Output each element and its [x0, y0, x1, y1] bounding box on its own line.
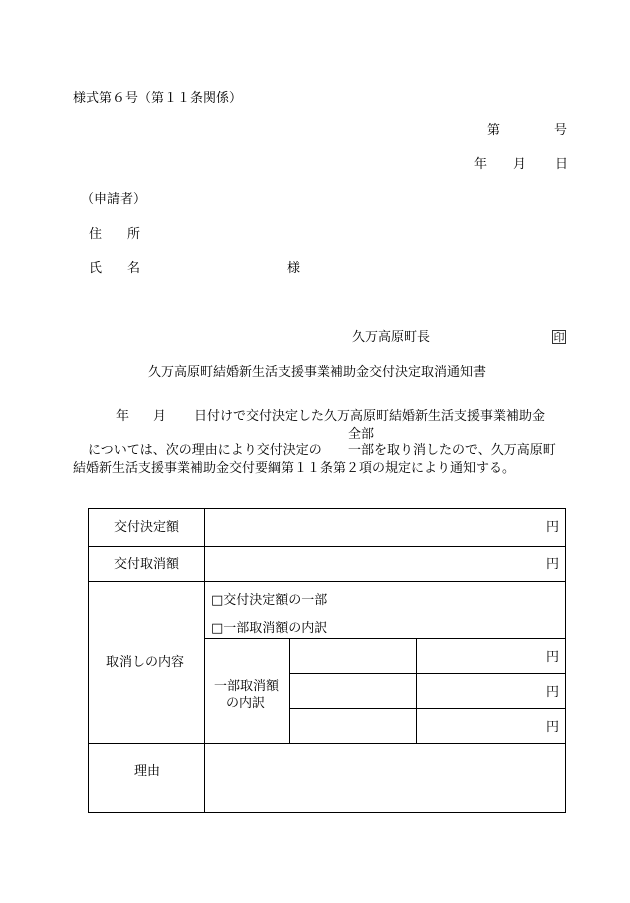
table-line	[88, 508, 565, 509]
body-zenbu: 全部	[348, 427, 375, 442]
date-year: 年	[474, 157, 488, 172]
row-label-reason: 理由	[134, 764, 161, 779]
table-line	[289, 673, 565, 674]
table-line	[289, 708, 565, 709]
breakdown-label-2: の内訳	[226, 696, 266, 711]
table-line	[88, 743, 565, 744]
seal-glyph: 印	[553, 331, 565, 344]
date-month: 月	[513, 157, 527, 172]
body-line-2a: については、次の理由により交付決定の	[88, 443, 322, 458]
row-label-decision-amount: 交付決定額	[114, 520, 180, 535]
table-line	[88, 546, 565, 547]
breakdown-label-1: 一部取消額	[214, 679, 280, 694]
row-label-cancel-content: 取消しの内容	[106, 655, 185, 670]
seal-stamp	[552, 330, 566, 344]
table-line	[416, 638, 417, 743]
table-line	[289, 638, 290, 743]
table-line	[88, 812, 565, 813]
date-day: 日	[555, 157, 569, 172]
breakdown-unit-yen: 円	[546, 720, 560, 735]
checkbox-partial-decision[interactable]: □交付決定額の一部	[211, 593, 328, 608]
breakdown-unit-yen: 円	[546, 650, 560, 665]
applicant-label: （申請者）	[81, 192, 147, 207]
table-line	[565, 508, 566, 813]
document-title: 久万高原町結婚新生活支援事業補助金交付決定取消通知書	[148, 365, 487, 380]
table-line	[205, 638, 565, 639]
table-line	[88, 581, 565, 582]
doc-number-go: 号	[554, 123, 568, 138]
address-label-b: 所	[127, 227, 141, 242]
body-year: 年	[116, 409, 130, 424]
address-label-a: 住	[89, 227, 103, 242]
body-line-2b: 一部を取り消したので、久万高原町	[348, 443, 556, 458]
body-line-1: 日付けで交付決定した久万高原町結婚新生活支援事業補助金	[194, 409, 546, 424]
row-label-cancel-amount: 交付取消額	[114, 557, 180, 572]
body-month: 月	[153, 409, 167, 424]
row-unit-yen: 円	[546, 557, 560, 572]
checkbox-partial-breakdown[interactable]: □一部取消額の内訳	[211, 621, 328, 636]
name-label-a: 氏	[89, 261, 103, 276]
doc-number-dai: 第	[487, 123, 501, 138]
breakdown-unit-yen: 円	[546, 685, 560, 700]
honorific-sama: 様	[287, 261, 301, 276]
form-number-label: 様式第６号（第１１条関係）	[73, 91, 243, 106]
table-line	[88, 508, 89, 813]
table-line	[204, 508, 205, 813]
issuer-title: 久万高原町長	[352, 330, 431, 345]
row-unit-yen: 円	[546, 520, 560, 535]
name-label-b: 名	[127, 261, 141, 276]
body-line-3: 結婚新生活支援事業補助金交付要綱第１１条第２項の規定により通知する。	[73, 461, 516, 476]
